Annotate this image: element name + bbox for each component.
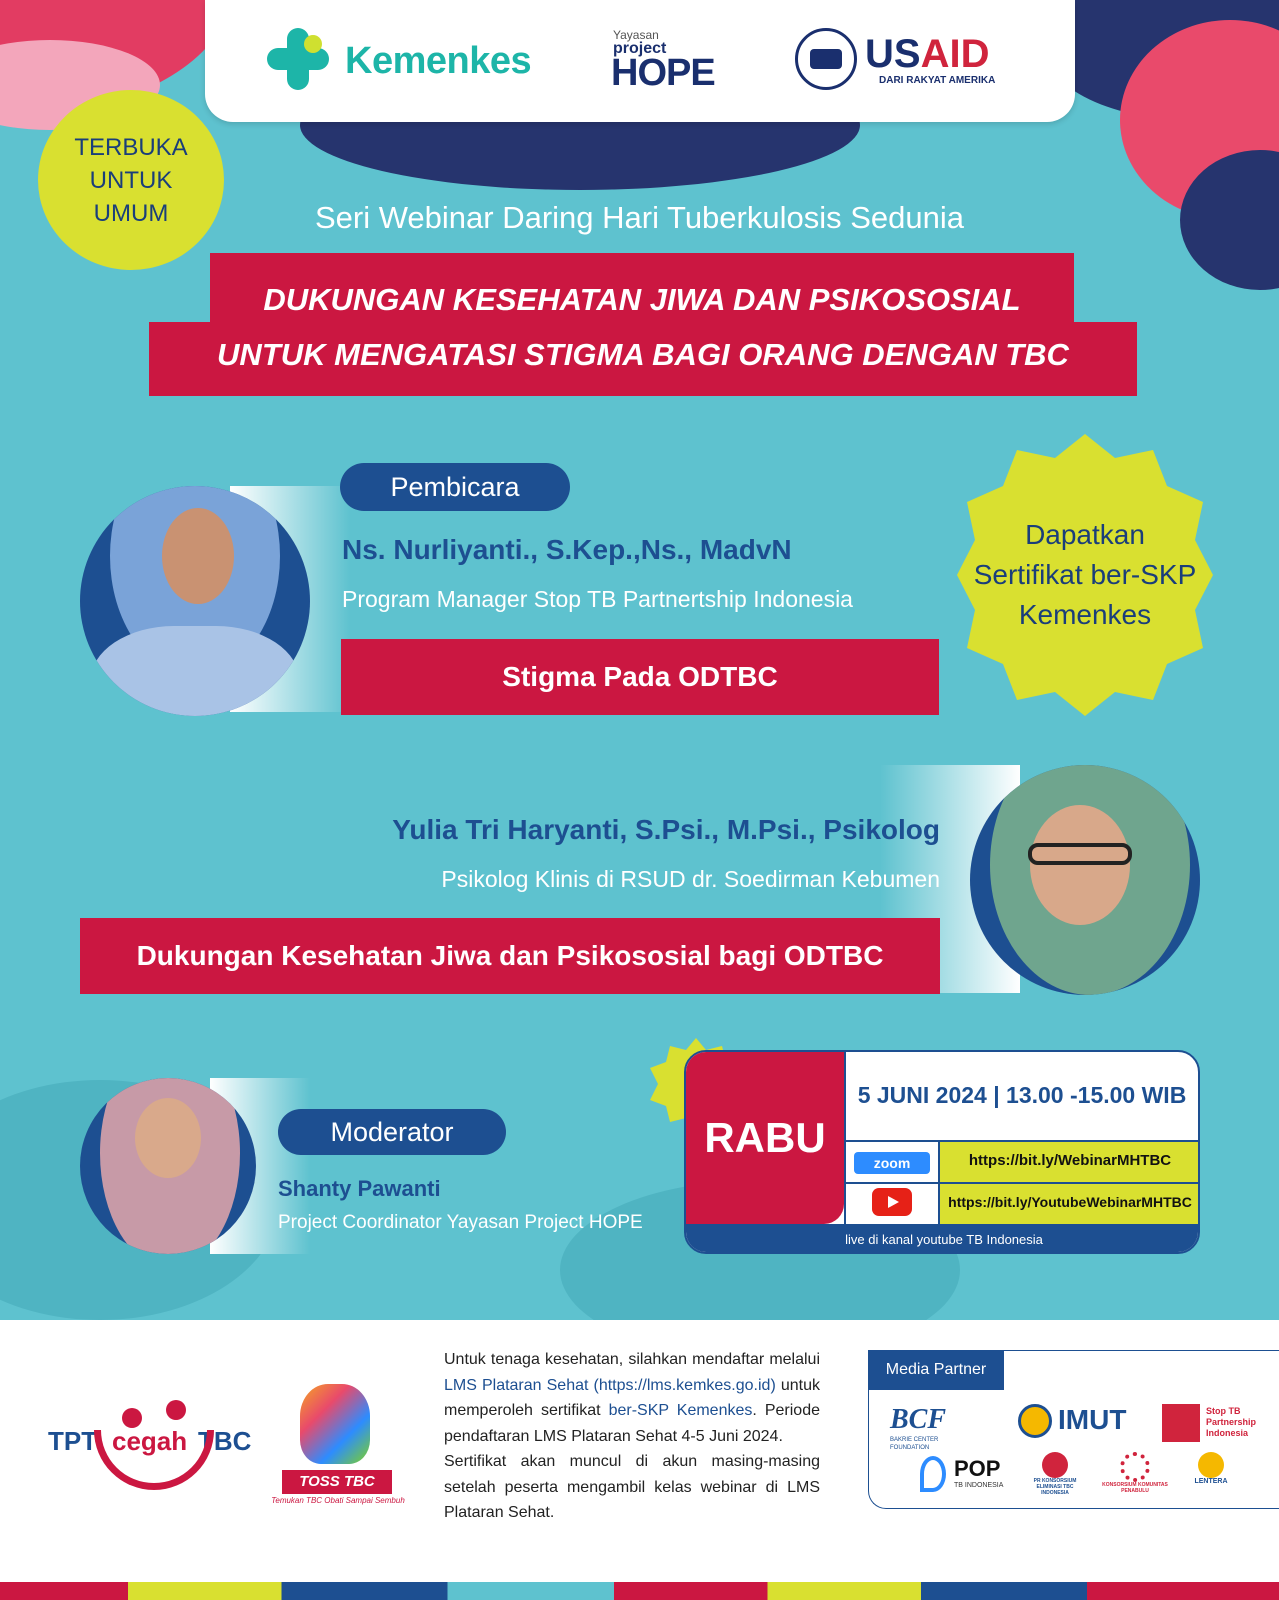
tpt-eye-icon bbox=[166, 1400, 186, 1420]
kemenkes-logo-text: Kemenkes bbox=[345, 40, 532, 82]
speaker1-photo bbox=[80, 486, 310, 716]
usaid-seal-icon bbox=[795, 28, 857, 90]
cert-line: Dapatkan bbox=[1025, 519, 1145, 550]
event-vdivider bbox=[844, 1052, 846, 1224]
perhimpunan-text: PR KONSORSIUM ELIMINASI TBC INDONESIA bbox=[1033, 1478, 1077, 1496]
reg-text: Untuk tenaga kesehatan, silahkan mendaftar melalui bbox=[444, 1351, 820, 1368]
bakrie-text: BAKRIE CENTER FOUNDATION bbox=[890, 1437, 939, 1451]
reg-text: untuk memperoleh sertifikat bbox=[444, 1376, 820, 1419]
skp-text: ber-SKP Kemenkes bbox=[608, 1402, 753, 1419]
badge-line: UMUM bbox=[93, 199, 169, 227]
main-title-line1: DUKUNGAN KESEHATAN JIWA DAN PSIKOSOSIAL bbox=[210, 253, 1074, 323]
toss-hand-icon bbox=[300, 1384, 370, 1464]
registration-info bbox=[444, 1347, 820, 1526]
cegah-text: cegah bbox=[112, 1426, 188, 1456]
tbc-text: TBC bbox=[198, 1426, 252, 1456]
stpi-text: Stop TB Partnership Indonesia bbox=[1206, 1406, 1257, 1438]
speaker2-topic: Dukungan Kesehatan Jiwa dan Psikososial bagi ODTBC bbox=[80, 918, 940, 994]
zoom-link[interactable]: https://bit.ly/WebinarMHTBC bbox=[968, 1152, 1172, 1169]
pop-text: POP bbox=[954, 1456, 1001, 1481]
imut-text: IMUT bbox=[1058, 1404, 1127, 1435]
konsorsium-text: KONSORSIUM KOMUNITAS PENABULU bbox=[1102, 1482, 1168, 1494]
perhimpunan-icon bbox=[1042, 1452, 1068, 1478]
pop-sub: TB INDONESIA bbox=[954, 1482, 1004, 1489]
pop-swirl-icon bbox=[920, 1456, 946, 1492]
hope-logo-small: Yayasan bbox=[613, 28, 659, 42]
tpt-cegah-tbc-logo bbox=[48, 1408, 260, 1488]
perhimpunan-logo bbox=[1030, 1452, 1080, 1496]
bakrie-mark-icon: BCF bbox=[890, 1404, 947, 1435]
cert-line: Kemenkes bbox=[1018, 599, 1152, 630]
toss-tbc-logo bbox=[271, 1370, 405, 1510]
bakrie-logo bbox=[890, 1404, 990, 1452]
series-title: Seri Webinar Daring Hari Tuberkulosis Sedunia bbox=[314, 200, 965, 235]
event-info-box bbox=[684, 1050, 1200, 1254]
stpi-square-icon bbox=[1162, 1404, 1200, 1442]
certificate-badge bbox=[955, 515, 1215, 635]
moderator-label: Moderator bbox=[278, 1109, 506, 1155]
usaid-us: US bbox=[865, 32, 921, 76]
speaker1-name: Ns. Nurliyanti., S.Kep.,Ns., MadvN bbox=[342, 534, 792, 565]
moderator-face bbox=[135, 1098, 201, 1178]
badge-line: TERBUKA bbox=[74, 133, 188, 161]
logo-header bbox=[205, 0, 1075, 122]
hope-logo-text: HOPE bbox=[611, 52, 715, 94]
toss-label: TOSS TBC bbox=[282, 1470, 392, 1494]
speaker-label: Pembicara bbox=[340, 463, 570, 511]
main-title-line2: UNTUK MENGATASI STIGMA BAGI ORANG DENGAN TBC bbox=[149, 322, 1137, 396]
moderator-name: Shanty Pawanti bbox=[278, 1176, 441, 1201]
speaker2-role: Psikolog Klinis di RSUD dr. Soedirman Kebumen bbox=[441, 866, 940, 892]
reg-text: . Periode pendaftaran LMS Plataran Sehat 4-5 Juni 2024. bbox=[444, 1402, 820, 1445]
certificate-note: Sertifikat akan muncul di akun masing-masing setelah peserta mengambil kelas webinar di LMS Plataran Sehat. bbox=[444, 1453, 820, 1521]
tpt-eye-icon bbox=[122, 1408, 142, 1428]
usaid-aid: AID bbox=[920, 32, 990, 76]
tpt-smile-icon bbox=[94, 1430, 214, 1490]
event-day: RABU bbox=[704, 1114, 826, 1161]
youtube-link[interactable]: https://bit.ly/YoutubeWebinarMHTBC bbox=[948, 1194, 1192, 1210]
speaker1-topic: Stigma Pada ODTBC bbox=[341, 639, 939, 715]
hope-logo-project: project bbox=[613, 40, 667, 57]
zoom-icon: zoom bbox=[854, 1152, 930, 1174]
open-public-badge bbox=[38, 90, 224, 270]
lentera-text: LENTERA bbox=[1194, 1478, 1228, 1485]
media-partner-label: Media Partner bbox=[868, 1350, 1004, 1390]
lentera-logo bbox=[1186, 1452, 1236, 1485]
speaker1-scarf bbox=[90, 626, 300, 716]
usaid-logo-text bbox=[865, 32, 989, 77]
kemenkes-logo-icon bbox=[267, 28, 329, 90]
usaid-tagline: DARI RAKYAT AMERIKA bbox=[879, 75, 996, 86]
event-note: live di kanal youtube TB Indonesia bbox=[845, 1232, 1043, 1247]
bottom-color-stripe bbox=[0, 1582, 1279, 1600]
speaker1-role: Program Manager Stop TB Partnertship Indonesia bbox=[342, 586, 853, 612]
speaker2-photo bbox=[970, 765, 1200, 995]
imut-circle-icon bbox=[1018, 1404, 1052, 1438]
lms-link[interactable]: LMS Plataran Sehat (https://lms.kemkes.go.id) bbox=[444, 1376, 776, 1394]
moderator-photo bbox=[80, 1078, 256, 1254]
speaker2-name: Yulia Tri Haryanti, S.Psi., M.Psi., Psikolog bbox=[392, 814, 940, 845]
speaker2-glasses-icon bbox=[1028, 843, 1132, 865]
moderator-role: Project Coordinator Yayasan Project HOPE bbox=[278, 1212, 643, 1233]
konsorsium-icon bbox=[1120, 1452, 1150, 1482]
tpt-text: TPT bbox=[48, 1426, 98, 1456]
event-datetime: 5 JUNI 2024 | 13.00 -15.00 WIB bbox=[857, 1082, 1187, 1108]
lentera-sun-icon bbox=[1198, 1452, 1224, 1478]
speaker1-face bbox=[162, 508, 234, 604]
konsorsium-logo bbox=[1100, 1452, 1170, 1494]
cert-line: Sertifikat ber-SKP bbox=[973, 559, 1197, 590]
youtube-icon bbox=[872, 1188, 912, 1216]
speaker2-face bbox=[1030, 805, 1130, 925]
toss-tagline: Temukan TBC Obati Sampai Sembuh bbox=[271, 1496, 405, 1505]
badge-line: UNTUK bbox=[89, 166, 173, 194]
